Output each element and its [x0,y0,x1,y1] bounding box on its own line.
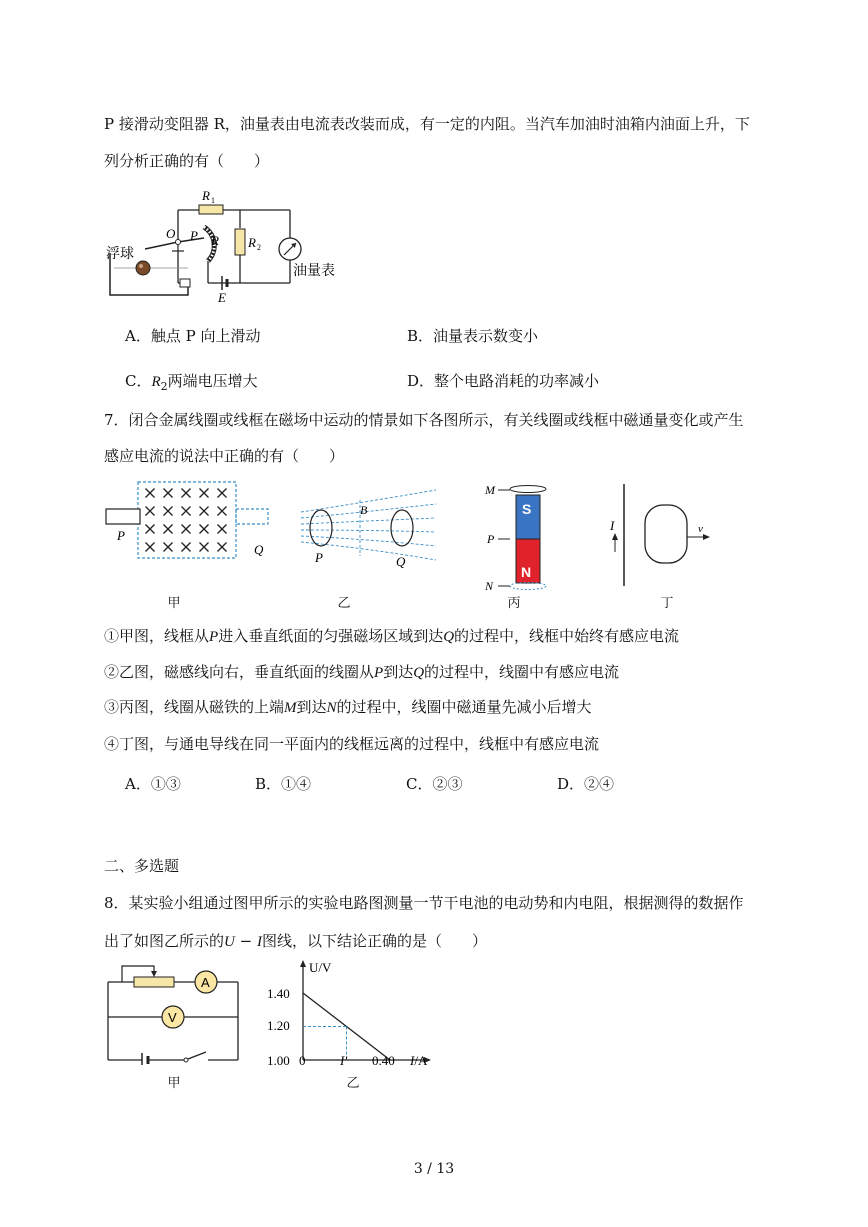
q7-statement-2: ②乙图，磁感线向右，垂直纸面的线圈从P到达Q的过程中，线圈中有感应电流 [104,663,620,681]
q6-option-c-suffix: 两端电压增大 [167,372,258,390]
label-float-ball: 浮球 [106,246,134,262]
voltmeter-label: V [168,1010,177,1025]
q6-option-c-sub: 2 [160,380,168,393]
label-fuel-meter: 油量表 [293,263,335,279]
label-r1-sub: 1 [211,196,215,205]
y-tick-1-40: 1.40 [267,986,290,1001]
q7-figure-bing [480,478,570,593]
q6-fuel-gauge-circuit [100,183,350,308]
q7-figure-ding [600,480,720,590]
q7-line2: 感应电流的说法中正确的有（ ） [104,447,345,465]
x-tick-i-prime: I′ [340,1053,348,1068]
bing-label-m: M [485,483,495,497]
bing-label-n: N [485,579,494,593]
q6-line1: P 接滑动变阻器 R，油量表由电流表改装而成，有一定的内阻。当汽车加油时油箱内油面上升，下 [104,115,750,133]
q7-figure-yi [296,482,438,572]
q7-option-d[interactable]: D．②④ [557,775,615,793]
q8-ui-graph [265,958,440,1068]
ding-label-v: v [698,523,703,535]
q7-option-c[interactable]: C．②③ [406,775,463,793]
x-axis-label: I/A [410,1053,428,1068]
bing-label-p: P [487,532,495,546]
q6-option-c-prefix: C． [125,372,152,390]
caption-yi: 乙 [337,596,351,611]
q7-statement-4: ④丁图，与通电导线在同一平面内的线框远离的过程中，线框中有感应电流 [104,735,600,753]
q6-line2: 列分析正确的有（ ） [104,152,270,170]
q7-option-a[interactable]: A．①③ [125,775,181,793]
q6-option-c-r: R [151,374,161,390]
label-r1: R [202,188,210,203]
jia-label-q: Q [254,542,264,557]
q7-statement-1: ①甲图，线框从P进入垂直纸面的匀强磁场区域到达Q的过程中，线框中始终有感应电流 [104,627,680,645]
label-e: E [218,290,226,305]
bing-pole-n: N [521,564,532,580]
q7-figure-jia [100,478,280,568]
ding-label-i: I [610,518,615,533]
q6-option-d[interactable]: D．整个电路消耗的功率减小 [407,372,600,390]
q6-option-b[interactable]: B．油量表示数变小 [407,327,539,345]
resistor-r2 [235,229,245,255]
q8-caption-jia: 甲 [167,1076,181,1091]
section-heading-multi-choice: 二、多选题 [104,857,180,875]
caption-ding: 丁 [660,596,674,611]
resistor-r1 [199,205,223,214]
q8-circuit-jia [100,960,250,1065]
caption-jia: 甲 [167,596,181,611]
q8-line2: 出了如图乙所示的U − I图线，以下结论正确的是（ ） [104,932,487,950]
q8-line1: 8．某实验小组通过图甲所示的实验电路图测量一节干电池的电动势和内电阻，根据测得的数据作 [104,894,744,912]
yi-label-b: B [360,503,368,517]
q8-caption-yi: 乙 [346,1076,360,1091]
yi-label-p: P [315,550,323,565]
label-o: O [166,226,176,241]
q6-option-a[interactable]: A．触点 P 向上滑动 [125,327,261,345]
page-number: 3 / 13 [413,1161,455,1177]
q7-statement-3: ③丙图，线圈从磁铁的上端M到达N的过程中，线圈中磁通量先减小后增大 [104,698,592,716]
q7-option-b[interactable]: B．①④ [255,775,312,793]
ammeter-label: A [201,975,210,990]
q6-option-c[interactable] [125,371,258,397]
rheostat [134,977,174,987]
yi-label-q: Q [396,554,406,569]
label-r: R [211,233,219,248]
label-p: P [190,228,198,243]
float-ball-icon [136,261,150,275]
x-tick-0: 0 [299,1053,306,1068]
label-r2: R [248,235,256,250]
y-tick-1-00: 1.00 [267,1053,290,1068]
q7-line1: 7．闭合金属线圈或线框在磁场中运动的情景如下各图所示，有关线圈或线框中磁通量变化或产生 [104,411,744,429]
jia-label-p: P [117,528,125,543]
bing-pole-s: S [522,501,532,517]
y-tick-1-20: 1.20 [267,1018,290,1033]
y-axis-label: U/V [309,960,332,975]
label-r2-sub: 2 [257,243,261,252]
caption-bing: 丙 [507,596,521,611]
x-tick-0-40: 0.40 [372,1053,395,1068]
